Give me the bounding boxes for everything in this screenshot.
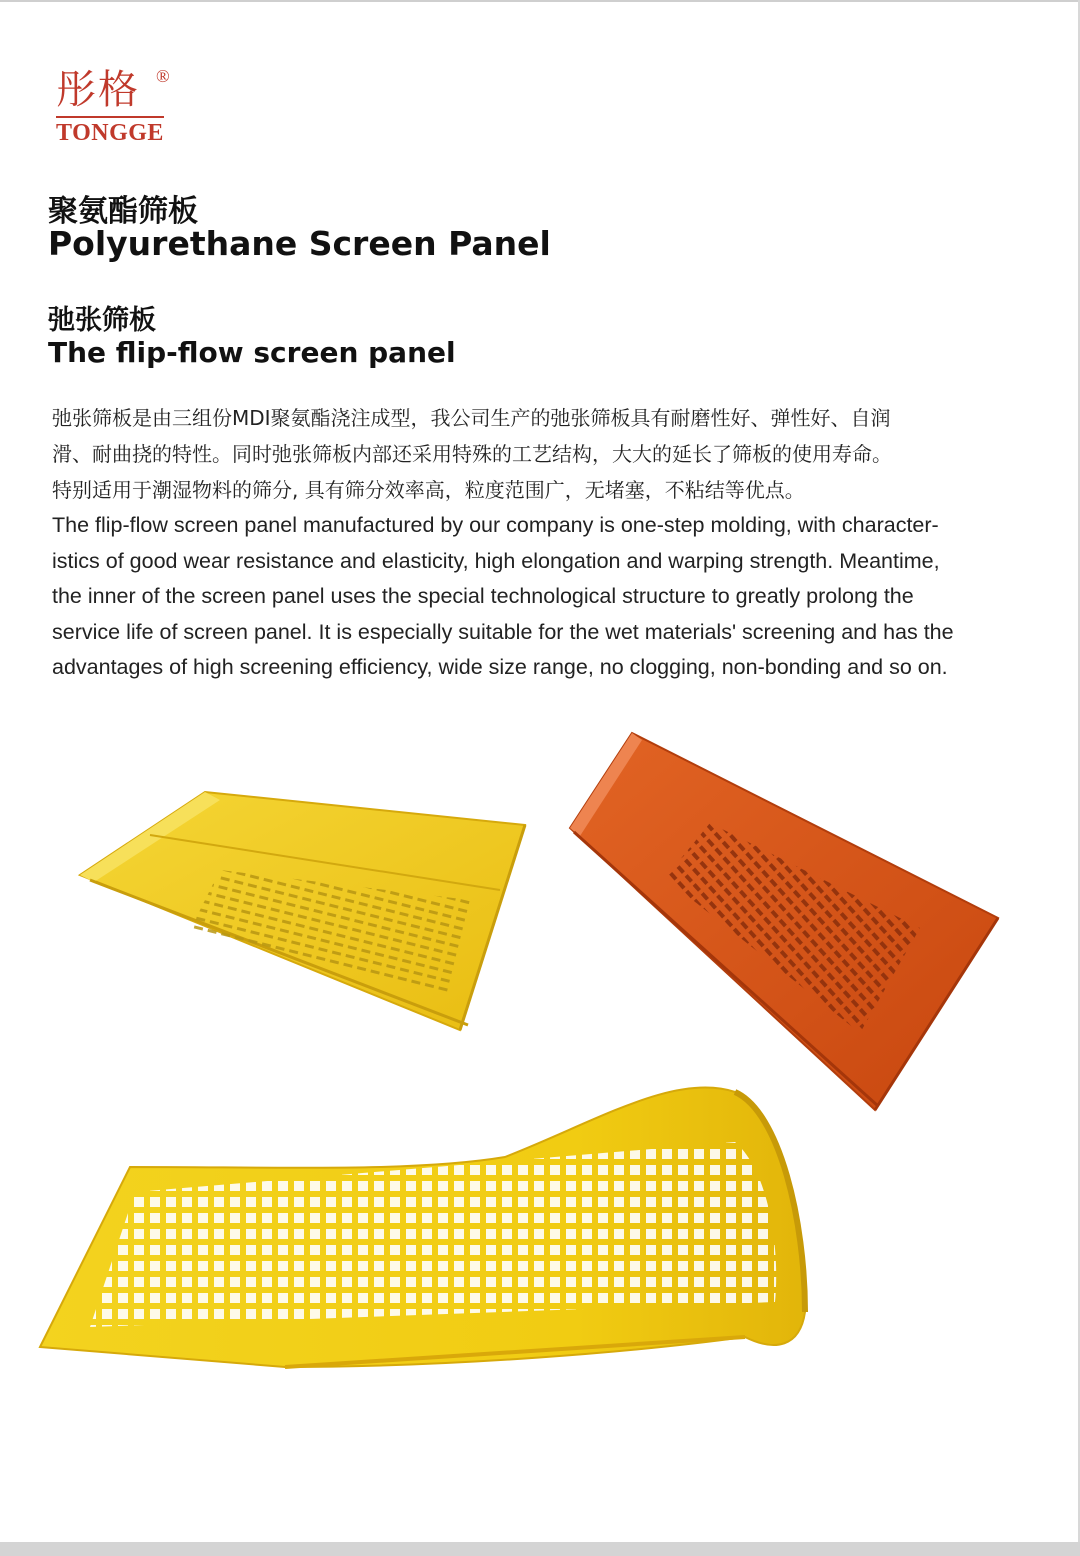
registered-mark: ® bbox=[156, 66, 170, 86]
description-en-line: istics of good wear resistance and elasticity, high elongation and warping strength. Meantime, bbox=[52, 548, 940, 573]
title-chinese: 聚氨酯筛板 bbox=[48, 194, 198, 229]
description-cn-line: 弛张筛板是由三组份MDI聚氨酯浇注成型，我公司生产的弛张筛板具有耐磨性好、弹性好、自润 bbox=[52, 406, 891, 430]
yellow-flat-panel-image bbox=[70, 780, 540, 1050]
description-en-line: advantages of high screening efficiency, wide size range, no clogging, non-bonding and so on. bbox=[52, 655, 948, 679]
yellow-flexing-mesh-panel-image bbox=[35, 1082, 815, 1382]
logo-divider bbox=[56, 116, 164, 118]
logo-chinese-text: 彤格 bbox=[56, 67, 140, 113]
brand-logo bbox=[52, 66, 182, 156]
title-english: Polyurethane Screen Panel bbox=[48, 224, 551, 263]
orange-panel-image bbox=[560, 728, 1005, 1118]
logo-english-text: TONGGE bbox=[56, 120, 164, 146]
description-cn-line: 滑、耐曲挠的特性。同时弛张筛板内部还采用特殊的工艺结构，大大的延长了筛板的使用寿命。 bbox=[52, 442, 892, 466]
description-en-line: The flip-flow screen panel manufactured by our company is one-step molding, with character- bbox=[52, 513, 939, 537]
description-en-line: service life of screen panel. It is especially suitable for the wet materials' screening and has the bbox=[52, 619, 954, 644]
description-en-line: the inner of the screen panel uses the special technological structure to greatly prolong the bbox=[52, 584, 914, 608]
page-border-bottom bbox=[0, 1542, 1080, 1556]
description-cn-line: 特别适用于潮湿物料的筛分, 具有筛分效率高，粒度范围广，无堵塞，不粘结等优点。 bbox=[52, 478, 805, 502]
subtitle-english: The flip-flow screen panel bbox=[48, 336, 456, 369]
page-border-top bbox=[0, 0, 1080, 2]
subtitle-chinese: 弛张筛板 bbox=[48, 305, 156, 336]
description-chinese bbox=[52, 400, 1012, 508]
description-english bbox=[52, 508, 1016, 686]
